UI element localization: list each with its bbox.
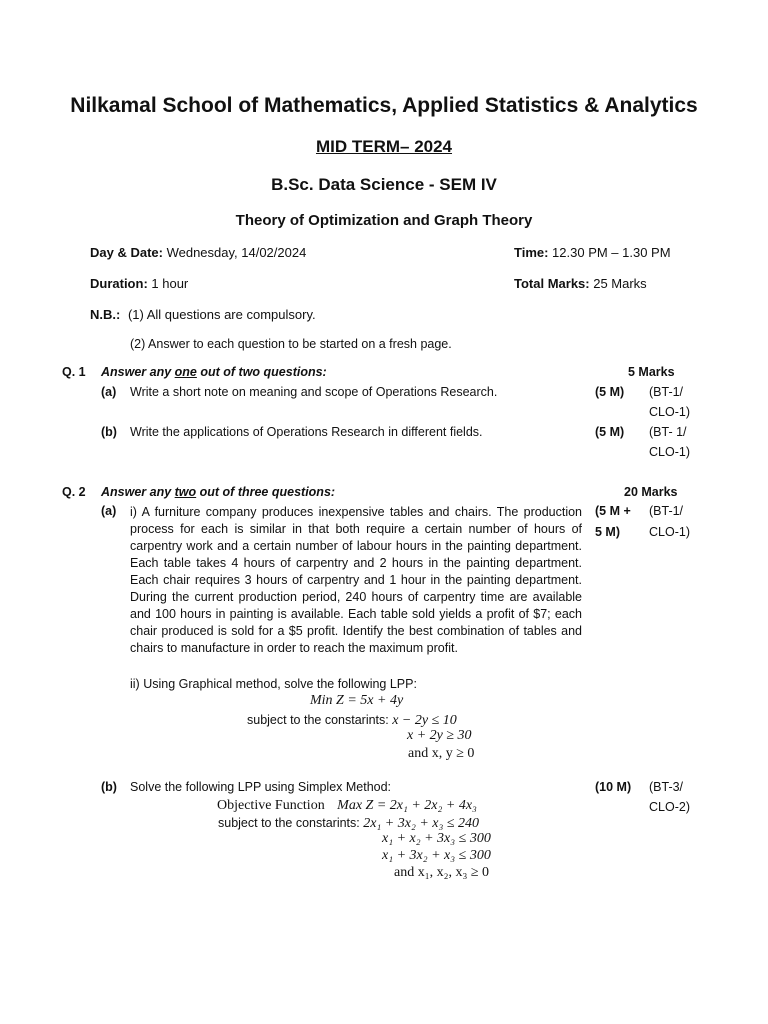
q1b-marks: (5 M) — [595, 425, 625, 439]
q2-instr-pre: Answer any — [101, 485, 175, 499]
q2a-line: chairs to manufacture in order to reach the maximum profit. — [130, 641, 458, 655]
q1-instr-post: out of two questions: — [196, 365, 327, 379]
day-date — [90, 245, 306, 260]
q2b-clo: CLO-2) — [649, 800, 690, 814]
q2a-objective: Min Z = 5x + 4y — [310, 693, 404, 708]
q2b-objective-label: Objective Function — [217, 798, 325, 813]
q2b-constraint-3: x₁ + 3x₂ + x₃ ≤ 300 — [382, 848, 491, 863]
nb-item-2: (2) Answer to each question to be started on a fresh page. — [130, 337, 452, 351]
q1-instr-pre: Answer any — [101, 365, 175, 379]
q2b-objective: Max Z = 2x₁ + 2x₂ + 4x₃ — [337, 798, 477, 813]
q2a-line: chair produced is sold for a $5 profit. Identify the best combination of tables and — [130, 624, 582, 638]
q1a-bt: (BT-1/ — [649, 385, 684, 399]
school-title: Nilkamal School of Mathematics, Applied Statistics & Analytics — [70, 94, 698, 117]
q2-marks: 20 Marks — [624, 485, 678, 499]
exam-time — [514, 245, 671, 260]
q2a-part1 — [130, 504, 582, 657]
q2-number: Q. 2 — [62, 485, 86, 499]
total-marks — [514, 276, 647, 291]
q2b-marks: (10 M) — [595, 780, 632, 794]
q1b-clo: CLO-1) — [649, 445, 690, 459]
q2a-marks-1: (5 M + — [595, 504, 631, 518]
q2b-constraint-2: x₁ + x₂ + 3x₃ ≤ 300 — [382, 831, 491, 846]
time-label: Time: — [514, 245, 549, 260]
q2b-text: Solve the following LPP using Simplex Method: — [130, 780, 392, 794]
q2b-subject-label: subject to the constarints: — [218, 816, 364, 830]
q2a-bt: (BT-1/ — [649, 504, 684, 518]
subject-title: Theory of Optimization and Graph Theory — [235, 212, 533, 229]
q1-marks: 5 Marks — [628, 365, 675, 379]
day-date-label: Day & Date: — [90, 245, 163, 260]
q2b-bt: (BT-3/ — [649, 780, 684, 794]
q2a-part2-intro: ii) Using Graphical method, solve the following LPP: — [130, 677, 417, 691]
nb-note — [90, 307, 316, 322]
q2b-constraint-4: and x₁, x₂, x₃ ≥ 0 — [394, 865, 490, 880]
q2b-objective-row — [217, 796, 477, 814]
q1b-text: Write the applications of Operations Research in different fields. — [130, 425, 483, 439]
day-date-value: Wednesday, 14/02/2024 — [162, 245, 307, 260]
q1a-label: (a) — [101, 385, 117, 399]
q1a-text: Write a short note on meaning and scope of Operations Research. — [130, 385, 498, 399]
q2a-constraint-2: x + 2y ≥ 30 — [407, 728, 472, 743]
q2a-line: During the current production period, 240 hours of carpentry time are available — [130, 590, 582, 604]
q2-instr-post: out of three questions: — [196, 485, 336, 499]
q2a-line: carpentry work and a certain number of labour hours in the painting department. — [130, 539, 582, 553]
duration-value: 1 hour — [147, 276, 189, 291]
q2a-line: Each chair requires 3 hours of carpentry and 1 hour in the painting department. — [130, 573, 582, 587]
q2b-label: (b) — [101, 780, 117, 794]
q2a-constraint-3: and x, y ≥ 0 — [408, 746, 475, 761]
program-title: B.Sc. Data Science - SEM IV — [271, 175, 497, 194]
q2a-clo: CLO-1) — [649, 525, 690, 539]
q2-instr-em: two — [174, 485, 197, 499]
q1-instr-em: one — [174, 365, 197, 379]
total-marks-value: 25 Marks — [589, 276, 647, 291]
total-marks-label: Total Marks: — [514, 276, 590, 291]
q1a-clo: CLO-1) — [649, 405, 690, 419]
time-value: 12.30 PM – 1.30 PM — [548, 245, 671, 260]
nb-label: N.B.: — [90, 307, 121, 322]
nb-item-1: (1) All questions are compulsory. — [127, 307, 316, 322]
duration — [90, 276, 188, 291]
q1b-label: (b) — [101, 425, 117, 439]
q2a-subject-label: subject to the constarints: — [247, 713, 393, 727]
q2a-marks-2: 5 M) — [595, 525, 620, 539]
duration-label: Duration: — [90, 276, 148, 291]
q1-number: Q. 1 — [62, 365, 86, 379]
q1-instruction — [101, 365, 327, 379]
q2a-constraint-1-row — [247, 711, 457, 729]
q2a-line: and 100 hours in painting is available. Each table sold yields a profit of $7; each — [130, 607, 582, 621]
exam-title: MID TERM– 2024 — [315, 137, 453, 156]
q2a-line: process for each is similar in that both require a certain number of hours of — [130, 522, 582, 536]
q2b-constraint-1-row — [218, 814, 479, 832]
q2-instruction — [101, 485, 335, 499]
q2a-label: (a) — [101, 504, 117, 518]
q2a-line: Each table takes 4 hours of carpentry and 2 hours in the painting department. — [130, 556, 582, 570]
q2a-line: i) A furniture company produces inexpensive tables and chairs. The production — [130, 505, 582, 519]
q2a-constraint-1: x − 2y ≤ 10 — [392, 713, 457, 728]
q1b-bt: (BT- 1/ — [649, 425, 687, 439]
q2b-constraint-1: 2x₁ + 3x₂ + x₃ ≤ 240 — [363, 816, 480, 831]
q1a-marks: (5 M) — [595, 385, 625, 399]
